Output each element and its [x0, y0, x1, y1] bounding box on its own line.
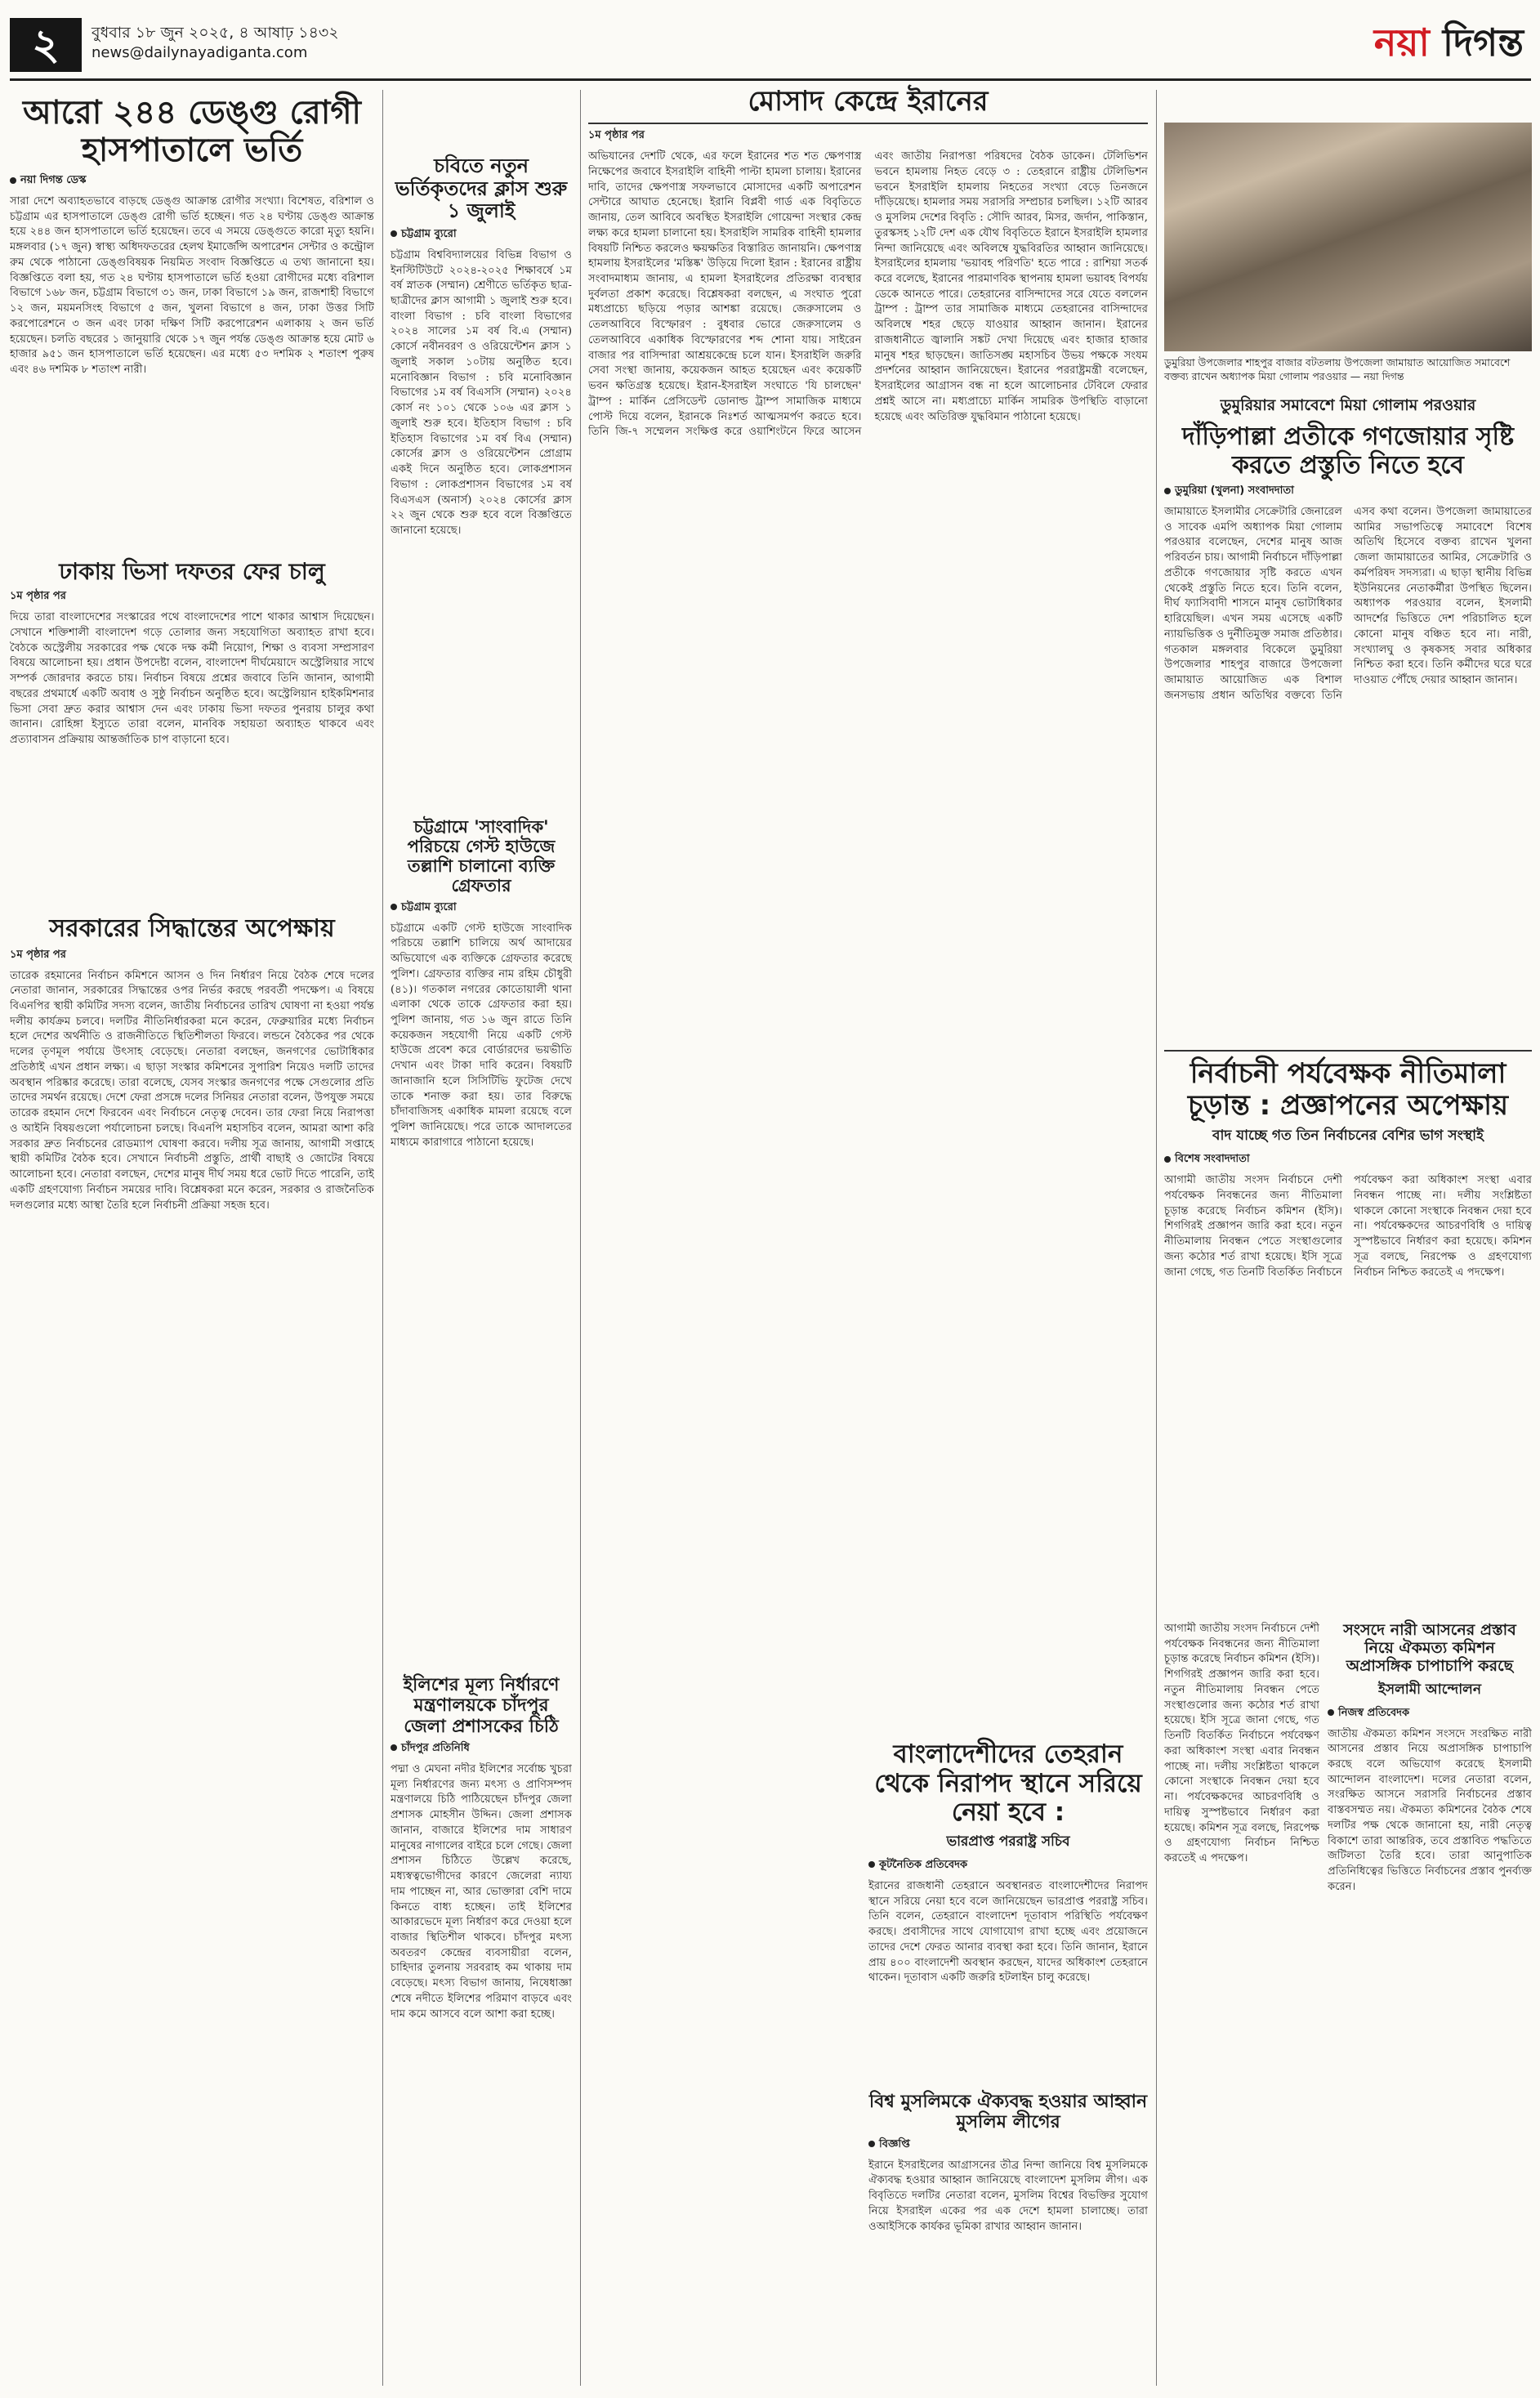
body-text: পদ্মা ও মেঘনা নদীর ইলিশের সর্বোচ্চ খুচরা মূল্য নির্ধারণের জন্য মৎস্য ও প্রাণিসম্পদ মন্ত্রণালয়ে চিঠি পাঠিয়েছেন চাঁদপুর জেলা প্রশাসক মোহসীন উদ্দিন। জেলা প্রশাসক জানান, বাজারে ইলিশের দাম সাধারণ মানুষের নাগালের বাইরে চলে গেছে। জেলা প্রশাসন চিঠিতে উল্লেখ করেছে, মধ্যস্বত্বভোগীদের কারণে জেলেরা ন্যায্য দাম পাচ্ছেন না, আর ভোক্তারা বেশি দামে কিনতে বাধ্য হচ্ছেন। তাই ইলিশের আকারভেদে মূল্য নির্ধারণ করে দেওয়া হলে বাজার স্থিতিশীল থাকবে। চাঁদপুর মৎস্য অবতরণ কেন্দ্রের ব্যবসায়ীরা বলেন, চাহিদার তুলনায় সরবরাহ কম থাকায় দাম বেড়েছে। মৎস্য বিভাগ জানায়, নিষেধাজ্ঞা শেষে নদীতে ইলিশের পরিমাণ বাড়বে এবং দাম কমে আসবে বলে আশা করা হচ্ছে। — [391, 1762, 572, 2021]
article-observer-policy-continued — [1164, 1622, 1319, 2316]
article-govt-decision — [10, 915, 374, 2382]
headline: ইলিশের মূল্য নির্ধারণে মন্ত্রণালয়কে চাঁদপুর জেলা প্রশাসকের চিঠি — [403, 1675, 560, 1737]
jump-label: ১ম পৃষ্ঠার পর — [10, 948, 66, 961]
body-text: তারেক রহমানের নির্বাচন কমিশনে আসন ও দিন নির্ধারণ নিয়ে বৈঠক শেষে দলের নেতারা জানান, সরকারের সিদ্ধান্তের ওপর নির্ভর করছে পরবর্তী পদক্ষেপ। এ বিষয়ে বিএনপির স্থায়ী কমিটির সদস্য বলেন, জাতীয় নির্বাচনের তারিখ ঘোষণা না হওয়া পর্যন্ত দলীয় কার্যক্রম চলবে। দলটির নীতিনির্ধারকরা মনে করেন, ফেব্রুয়ারির মধ্যে নির্বাচন হলে দেশের অর্থনীতি ও রাজনীতিতে স্থিতিশীলতা ফিরবে। লন্ডনে বৈঠকের পর থেকে দলের তৃণমূল পর্যায়ে উৎসাহ বেড়েছে। নেতারা বলছেন, জনগণের ভোটাধিকার প্রতিষ্ঠাই এখন প্রধান লক্ষ্য। এ ছাড়া সংস্কার কমিশনের সুপারিশ নিয়েও দলটি তাদের অবস্থান পরিষ্কার করেছে। তারা বলেছে, যেসব সংস্কার জনগণের পক্ষে সেগুলোর প্রতি তাদের সমর্থন রয়েছে। দেশে ফেরা প্রসঙ্গে দলের সিনিয়র নেতারা বলেন, উপযুক্ত সময়ে তারেক রহমান দেশে ফিরবেন এবং নির্বাচনে নেতৃত্ব দেবেন। তার ফেরা নিয়ে নিরাপত্তা ও আইনি বিষয়গুলো পর্যালোচনা চলছে। বিএনপি মহাসচিব বলেন, আমরা আশা করি সরকার দ্রুত নির্বাচনের রোডম্যাপ ঘোষণা করবে। দলীয় সূত্র জানায়, আগামী সপ্তাহে স্থায়ী কমিটির বৈঠক হবে। সেখানে নির্বাচনী প্রস্তুতি, প্রার্থী বাছাই ও জোটের বিষয়ে আলোচনা হবে। নেতারা বলছেন, দেশের মানুষ দীর্ঘ সময় ধরে ভোট দিতে পারেনি, তাই একটি গ্রহণযোগ্য নির্বাচন সময়ের দাবি। বিশ্লেষকরা মনে করেন, সরকার ও রাজনৈতিক দলগুলোর মধ্যে আস্থা তৈরি হলে নির্বাচনী প্রক্রিয়া সহজ হবে। — [10, 969, 374, 1212]
byline: নয়া দিগন্ত ডেস্ক — [10, 172, 374, 190]
headline: চট্টগ্রামে 'সাংবাদিক' পরিচয়ে গেস্ট হাউজে তল্লাশি চালানো ব্যক্তি গ্রেফতার — [407, 817, 556, 896]
body-text: আগামী জাতীয় সংসদ নির্বাচনে দেশী পর্যবেক্ষক নিবন্ধনের জন্য নীতিমালা চূড়ান্ত করেছে নির্বাচন কমিশন (ইসি)। শিগগিরই প্রজ্ঞাপন জারি করা হবে। নতুন নীতিমালায় নিবন্ধন পেতে সংস্থাগুলোর জন্য কঠোর শর্ত রাখা হয়েছে। ইসি সূত্রে জানা গেছে, গত তিনটি বিতর্কিত নির্বাচনে পর্যবেক্ষণ করা অধিকাংশ সংস্থা এবার নিবন্ধন পাচ্ছে না। দলীয় সংশ্লিষ্টতা থাকলে কোনো সংস্থাকে নিবন্ধন দেয়া হবে না। পর্যবেক্ষকদের আচরণবিধি ও দায়িত্ব সুস্পষ্টভাবে নির্ধারণ করা হয়েছে। কমিশন সূত্র বলছে, নিরপেক্ষ ও গ্রহণযোগ্য নির্বাচন নিশ্চিত করতেই এ পদক্ষেপ। — [1164, 1174, 1532, 1279]
logo-part1: নয়া — [1373, 20, 1430, 65]
headline: সরকারের সিদ্ধান্তের অপেক্ষায় — [49, 914, 335, 943]
body-text: জামায়াতে ইসলামীর সেক্রেটারি জেনারেল ও সাবেক এমপি অধ্যাপক মিয়া গোলাম পরওয়ার বলেছেন, দেশের মানুষ আজ পরিবর্তন চায়। আগামী নির্বাচনে দাঁড়িপাল্লা প্রতীকে গণজোয়ার সৃষ্টি করতে এখন থেকেই প্রস্তুতি নিতে হবে। তিনি বলেন, দীর্ঘ ফ্যাসিবাদী শাসনে মানুষ ভোটাধিকার হারিয়েছিল। এখন সময় এসেছে একটি ন্যায়ভিত্তিক ও দুর্নীতিমুক্ত সমাজ প্রতিষ্ঠার। গতকাল মঙ্গলবার বিকেলে ডুমুরিয়া উপজেলার শাহপুর বাজারে উপজেলা জামায়াত আয়োজিত এক বিশাল জনসভায় প্রধান অতিথির বক্তব্যে তিনি এসব কথা বলেন। উপজেলা জামায়াতের আমির সভাপতিত্বে সমাবেশে বিশেষ অতিথি হিসেবে বক্তব্য রাখেন খুলনা জেলা জামায়াতের আমির, সেক্রেটারি ও কর্মপরিষদ সদস্যরা। এ ছাড়া স্থানীয় বিভিন্ন ইউনিয়নের নেতাকর্মীরা উপস্থিত ছিলেন। অধ্যাপক পরওয়ার বলেন, ইসলামী আদর্শের ভিত্তিতে দেশ পরিচালিত হলে কোনো মানুষ বঞ্চিত হবে না। নারী, সংখ্যালঘু ও কৃষকসহ সবার অধিকার নিশ্চিত করা হবে। তিনি কর্মীদের ঘরে ঘরে দাওয়াত পৌঁছে দেয়ার আহ্বান জানান। — [1164, 506, 1532, 702]
jump-label: ১ম পৃষ্ঠার পর — [588, 129, 645, 142]
byline: ডুমুরিয়া (খুলনা) সংবাদদাতা — [1164, 483, 1532, 500]
headline: চবিতে নতুন ভর্তিকৃতদের ক্লাস শুরু ১ জুলাই — [395, 154, 568, 223]
article-women-seats — [1328, 1622, 1532, 2258]
column-rule — [382, 90, 383, 2386]
headline-attribution: ভারপ্রাপ্ত পররাষ্ট্র সচিব — [946, 1833, 1070, 1850]
photo-credit: নয়া দিগন্ত — [1364, 369, 1404, 382]
article-observer-policy — [1164, 1058, 1532, 1631]
byline: কূটনৈতিক প্রতিবেদক — [868, 1857, 1148, 1874]
header-rule — [10, 78, 1531, 81]
headline: দাঁড়িপাল্লা প্রতীকে গণজোয়ার সৃষ্টি করতে প্রস্তুতি নিতে হবে — [1181, 422, 1515, 480]
body-text: চট্টগ্রামে একটি গেস্ট হাউজে সাংবাদিক পরিচয়ে তল্লাশি চালিয়ে অর্থ আদায়ের অভিযোগে এক ব্যক্তিকে গ্রেফতার করেছে পুলিশ। গ্রেফতার ব্যক্তির নাম রহিম চৌধুরী (৪১)। গতকাল নগরের কোতোয়ালী থানা এলাকা থেকে তাকে গ্রেফতার করা হয়। পুলিশ জানায়, গত ১৬ জুন রাতে তিনি কয়েকজন সহযোগী নিয়ে একটি গেস্ট হাউজে প্রবেশ করে বোর্ডারদের ভয়ভীতি দেখান এবং টাকা দাবি করেন। বিষয়টি জানাজানি হলে সিসিটিভি ফুটেজ দেখে তাকে শনাক্ত করা হয়। তার বিরুদ্ধে চাঁদাবাজিসহ একাধিক মামলা রয়েছে বলে পুলিশ জানিয়েছে। পরে তাকে আদালতের মাধ্যমে কারাগারে পাঠানো হয়েছে। — [391, 922, 572, 1149]
masthead-logo — [1374, 15, 1524, 77]
section-rule — [1164, 1050, 1532, 1052]
headline-line3: অপ্রাসঙ্গিক চাপাচাপি করছে — [1346, 1656, 1514, 1675]
article-cu-class — [391, 155, 572, 857]
photo-caption: ডুমুরিয়া উপজেলার শাহপুর বাজার বটতলায় উপজেলা জামায়াত আয়োজিত সমাবেশে বক্তব্য রাখেন অধ্যাপক মিয়া গোলাম পরওয়ার — নয়া দিগন্ত — [1164, 356, 1511, 382]
body-text: সারা দেশে অব্যাহতভাবে বাড়ছে ডেঙ্গু আক্রান্ত রোগীর সংখ্যা। বিশেষত, বরিশাল ও চট্টগ্রাম এর হাসপাতালে ডেঙ্গু রোগী ভর্তি হচ্ছেন। গত ২৪ ঘণ্টায় ডেঙ্গু আক্রান্ত হয়ে ২৪৪ জন হাসপাতালে ভর্তি হয়েছেন। তবে এ সময়ে ডেঙ্গুতে কারো মৃত্যু হয়নি। মঙ্গলবার (১৭ জুন) স্বাস্থ্য অধিদফতরের হেলথ ইমার্জেন্সি অপারেশন সেন্টার ও কন্ট্রোল রুম থেকে পাঠানো ডেঙ্গুবিষয়ক নিয়মিত সংবাদ বিজ্ঞপ্তিতে এ তথ্য জানানো হয়। বিজ্ঞপ্তিতে বলা হয়, গত ২৪ ঘণ্টায় হাসপাতালে ভর্তি হওয়া রোগীদের মধ্যে বরিশাল বিভাগে ১৬৮ জন, চট্টগ্রাম বিভাগে ৩১ জন, ঢাকা বিভাগে ১৯ জন, রাজশাহী বিভাগে ১২ জন, ময়মনসিংহ বিভাগে ৫ জন, খুলনা বিভাগে ৪ জন, ঢাকা উত্তর সিটি করপোরেশনে ৩ জন এবং ঢাকা দক্ষিণ সিটি করপোরেশন এলাকায় ২ জন ভর্তি হয়েছেন। চলতি বছরের ১ জানুয়ারি থেকে ১৭ জুন পর্যন্ত ডেঙ্গু আক্রান্ত হয়ে মোট ৬ হাজার ৯৫১ জন হাসপাতালে ভর্তি হয়েছেন। এর মধ্যে ৫৩ দশমিক ২ শতাংশ পুরুষ এবং ৪৬ দশমিক ৮ শতাংশ নারী। — [10, 195, 374, 377]
headline-line1: সংসদে নারী আসনের প্রস্তাব — [1343, 1621, 1516, 1639]
article-bangladeshis-tehran — [868, 1740, 1148, 2083]
byline: চাঁদপুর প্রতিনিধি — [391, 1740, 572, 1757]
headline-line2: চূড়ান্ত : প্রজ্ঞাপনের অপেক্ষায় — [1187, 1089, 1509, 1123]
body-text: জাতীয় ঐকমত্য কমিশন সংসদে সংরক্ষিত নারী আসনের প্রস্তাব নিয়ে অপ্রাসঙ্গিক চাপাচাপি করছে বলে অভিযোগ করেছে ইসলামী আন্দোলন বাংলাদেশ। দলের নেতারা বলেন, সংরক্ষিত আসনে সরাসরি নির্বাচনের প্রস্তাব বাস্তবসম্মত নয়। ঐকমত্য কমিশনের বৈঠক শেষে দলটির পক্ষ থেকে জানানো হয়, নারী নেতৃত্ব বিকাশে তারা আন্তরিক, তবে প্রস্তাবিত পদ্ধতিতে জটিলতা তৈরি হবে। তারা আনুপাতিক প্রতিনিধিত্বের ভিত্তিতে নির্বাচনের প্রস্তাব পুনর্ব্যক্ত করেন। — [1328, 1727, 1532, 1893]
logo-part2: দিগন্ত — [1442, 20, 1524, 65]
page-number: ২ — [10, 18, 82, 72]
issue-date: বুধবার ১৮ জুন ২০২৫, ৪ আষাঢ় ১৪৩২ — [92, 24, 339, 42]
headline: বাংলাদেশীদের তেহরান থেকে নিরাপদ স্থানে সরিয়ে নেয়া হবে : — [874, 1739, 1142, 1828]
body-text: অভিযানের দেশটি থেকে, এর ফলে ইরানের শত শত ক্ষেপণাস্ত্র নিক্ষেপের জবাবে ইসরাইলি বাহিনী পাল্টা হামলা চালায়। ইরানের দাবি, তাদের ক্ষেপণাস্ত্র সফলভাবে মোসাদের একটি অপারেশন সেন্টারে আঘাত হেনেছে। ইরানি বিপ্লবী গার্ড এক বিবৃতিতে জানায়, তেল আবিবে অবস্থিত ইসরাইলি গোয়েন্দা সংস্থার কেন্দ্র লক্ষ্য করে হামলা চালানো হয়। ইসরাইলি সামরিক বাহিনী হামলার বিষয়টি নিশ্চিত করলেও ক্ষয়ক্ষতির বিস্তারিত জানায়নি। ক্ষেপণাস্ত্র হামলায় ইসরাইলের 'মস্তিষ্ক' উড়িয়ে দিলো ইরান : ইরানের রাষ্ট্রীয় সংবাদমাধ্যম জানায়, এ হামলা ইসরাইলের প্রতিরক্ষা ব্যবস্থার দুর্বলতা প্রকাশ করেছে। বিশ্লেষকরা বলছেন, এ সংঘাত পুরো মধ্যপ্রাচ্যে ছড়িয়ে পড়ার আশঙ্কা রয়েছে। জেরুসালেম ও তেলআবিবে বিস্ফোরণ : বুধবার ভোরে জেরুসালেম ও তেলআবিবে একাধিক বিস্ফোরণের শব্দ শোনা যায়। সাইরেন বাজার পর বাসিন্দারা আশ্রয়কেন্দ্রে চলে যান। ইসরাইলি জরুরি সেবা সংস্থা জানায়, কয়েকজন আহত হয়েছেন এবং কয়েকটি ভবন ক্ষতিগ্রস্ত হয়েছে। ইরান-ইসরাইল সংঘাতে 'যি চালছেন' ট্রাম্প : মার্কিন প্রেসিডেন্ট ডোনাল্ড ট্রাম্প সামাজিক মাধ্যমে পোস্ট দিয়ে বলেন, ইরানকে নিঃশর্ত আত্মসমর্পণ করতে হবে। তিনি জি-৭ সম্মেলন সংক্ষিপ্ত করে ওয়াশিংটনে ফিরে আসেন এবং জাতীয় নিরাপত্তা পরিষদের বৈঠক ডাকেন। টেলিভিশন ভবনে হামলায় নিহত বেড়ে ৩ : তেহরানে রাষ্ট্রীয় টেলিভিশন ভবনে ইসরাইলি হামলায় নিহতের সংখ্যা বেড়ে তিনজনে দাঁড়িয়েছে। হামলার সময় সরাসরি সম্প্রচার চলছিল। ১২টি আরব ও মুসলিম দেশের বিবৃতি : সৌদি আরব, মিসর, জর্দান, পাকিস্তান, তুরস্কসহ ১২টি দেশ এক যৌথ বিবৃতিতে ইরানে ইসরাইলি হামলার নিন্দা জানিয়েছে এবং অবিলম্বে যুদ্ধবিরতির আহ্বান জানিয়েছে। ইসরাইলের হামলায় 'ভয়াবহ পরিণতি' হতে পারে : রাশিয়া সতর্ক করে বলেছে, ইরানের পারমাণবিক স্থাপনায় হামলা ভয়াবহ বিপর্যয় ডেকে আনতে পারে। তেহরানের বাসিন্দাদের সরে যেতে বললেন ট্রাম্প : ট্রাম্প তার সামাজিক মাধ্যমে তেহরানের বাসিন্দাদের অবিলম্বে শহর ছেড়ে যাওয়ার আহ্বান জানান। ইরানের রাজধানীতে জ্বালানি সঙ্কট দেখা দিয়েছে এবং হাজার হাজার মানুষ শহর ছাড়ছেন। জাতিসঙ্ঘ মহাসচিব উভয় পক্ষকে সংযম প্রদর্শনের আহ্বান জানিয়েছেন। ইরানের পররাষ্ট্রমন্ত্রী বলেছেন, ইসরাইলের আগ্রাসন বন্ধ না হলে আলোচনার টেবিলে ফেরার প্রশ্নই আসে না। মধ্যপ্রাচ্যে মার্কিন সামরিক উপস্থিতি বাড়ানো হয়েছে এবং অতিরিক্ত যুদ্ধবিমান পাঠানো হয়েছে। — [588, 150, 1148, 439]
body-text: দিয়ে তারা বাংলাদেশের সংস্কারের পথে বাংলাদেশের পাশে থাকার আশ্বাস দিয়েছেন। সেখানে শক্তিশালী বাংলাদেশ গড়ে তোলার জন্য সহযোগিতা অব্যাহত রাখা হবে। বৈঠকে অস্ট্রেলীয় সরকারের পক্ষ থেকে দক্ষ কর্মী নিয়োগ, শিক্ষা ও ব্যবসা সম্প্রসারণ বিষয়ে আলোচনা হয়। প্রধান উপদেষ্টা বলেন, বাংলাদেশ দীর্ঘমেয়াদে অস্ট্রেলিয়ার সাথে সম্পর্ক জোরদার করতে চায়। নির্বাচন বিষয়ে প্রশ্নের জবাবে তিনি জানান, আগামী বছরের প্রথমার্ধে একটি অবাধ ও সুষ্ঠু নির্বাচন অনুষ্ঠিত হবে। অস্ট্রেলিয়ান হাইকমিশনার ভিসা সেবা দ্রুত করার আশ্বাস দেন এবং ঢাকায় ভিসা দফতর পুনরায় চালুর কথা জানান। রোহিঙ্গা ইস্যুতে তারা বলেন, মানবিক সহায়তা অব্যাহত থাকবে এবং প্রত্যাবাসন প্রক্রিয়ায় আন্তর্জাতিক চাপ বাড়ানো হবে। — [10, 611, 374, 747]
byline: চট্টগ্রাম ব্যুরো — [391, 900, 572, 917]
headline-attribution: ইসলামী আন্দোলন — [1378, 1681, 1481, 1698]
article-rally — [1164, 394, 1532, 1069]
column-rule — [1156, 90, 1157, 2386]
byline: বিশেষ সংবাদদাতা — [1164, 1151, 1532, 1168]
headline: বিশ্ব মুসলিমকে ঐক্যবদ্ধ হওয়ার আহ্বান মুসলিম লীগের — [868, 2092, 1148, 2133]
headline-line1: নির্বাচনী পর্যবেক্ষক নীতিমালা — [1190, 1057, 1507, 1090]
article-ctg-arrest — [391, 817, 572, 1796]
headline: মোসাদ কেন্দ্রে ইরানের — [588, 86, 1148, 124]
column-rule — [580, 90, 581, 2386]
body-text: ইরানে ইসরাইলের আগ্রাসনের তীব্র নিন্দা জানিয়ে বিশ্ব মুসলিমকে ঐক্যবদ্ধ হওয়ার আহ্বান জানিয়েছে বাংলাদেশ মুসলিম লীগ। এক বিবৃতিতে দলটির নেতারা বলেন, মুসলিম বিশ্বের বিভক্তির সুযোগ নিয়ে ইসরাইল একের পর এক দেশে হামলা চালাচ্ছে। তারা ওআইসিকে কার্যকর ভূমিকা রাখার আহ্বান জানান। — [868, 2159, 1148, 2233]
headline-line2: নিয়ে ঐকমত্য কমিশন — [1364, 1638, 1495, 1657]
body-text: ইরানের রাজধানী তেহরানে অবস্থানরত বাংলাদেশীদের নিরাপদ স্থানে সরিয়ে নেয়া হবে বলে জানিয়েছেন ভারপ্রাপ্ত পররাষ্ট্র সচিব। তিনি বলেন, তেহরানে বাংলাদেশ দূতাবাস পরিস্থিতি পর্যবেক্ষণ করছে। প্রবাসীদের সাথে যোগাযোগ রাখা হচ্ছে এবং প্রয়োজনে তাদের দেশে ফেরত আনার ব্যবস্থা করা হবে। তিনি জানান, ইরানে প্রায় ৪০০ বাংলাদেশী অবস্থান করছেন, যাদের অধিকাংশ তেহরানে থাকেন। দূতাবাস একটি জরুরি হটলাইন চালু করেছে। — [868, 1879, 1148, 1985]
headline: ঢাকায় ভিসা দফতর ফের চালু — [59, 558, 325, 585]
headline: আরো ২৪৪ ডেঙ্গু রোগী হাসপাতালে ভর্তি — [22, 94, 361, 169]
jump-label: ১ম পৃষ্ঠার পর — [10, 590, 66, 603]
rally-photo — [1164, 123, 1532, 351]
kicker: ডুমুরিয়ার সমাবেশে মিয়া গোলাম পরওয়ার — [1220, 396, 1476, 414]
body-text: আগামী জাতীয় সংসদ নির্বাচনে দেশী পর্যবেক্ষক নিবন্ধনের জন্য নীতিমালা চূড়ান্ত করেছে নির্বাচন কমিশন (ইসি)। শিগগিরই প্রজ্ঞাপন জারি করা হবে। নতুন নীতিমালায় নিবন্ধন পেতে সংস্থাগুলোর জন্য কঠোর শর্ত রাখা হয়েছে। ইসি সূত্রে জানা গেছে, গত তিনটি বিতর্কিত নির্বাচনে পর্যবেক্ষণ করা অধিকাংশ সংস্থা এবার নিবন্ধন পাচ্ছে না। দলীয় সংশ্লিষ্টতা থাকলে কোনো সংস্থাকে নিবন্ধন দেয়া হবে না। পর্যবেক্ষকদের আচরণবিধি ও দায়িত্ব সুস্পষ্টভাবে নির্ধারণ করা হয়েছে। কমিশন সূত্র বলছে, নিরপেক্ষ ও গ্রহণযোগ্য নির্বাচন নিশ্চিত করতেই এ পদক্ষেপ। — [1164, 1623, 1319, 1865]
article-visa — [10, 559, 374, 929]
article-hilsa — [391, 1675, 572, 2342]
article-muslim-league — [868, 2092, 1148, 2371]
byline: নিজস্ব প্রতিবেদক — [1328, 1705, 1532, 1722]
byline: বিজ্ঞপ্তি — [868, 2137, 1148, 2154]
website[interactable]: news@dailynayadiganta.com — [92, 44, 308, 61]
article-dengue — [10, 94, 374, 560]
article-mossad — [588, 86, 1148, 1726]
body-text: চট্টগ্রাম বিশ্ববিদ্যালয়ের বিভিন্ন বিভাগ ও ইনস্টিটিউটে ২০২৪-২০২৫ শিক্ষাবর্ষে ১ম বর্ষ স্নাতক (সম্মান) শ্রেণীতে ভর্তিকৃত ছাত্র-ছাত্রীদের ক্লাস আগামী ১ জুলাই শুরু হবে। বাংলা বিভাগ : চবি বাংলা বিভাগের ২০২৪ সালের ১ম বর্ষ বি.এ (সম্মান) কোর্সে নবীনবরণ ও ওরিয়েন্টেশন ক্লাস ১ জুলাই সকাল ১০টায় অনুষ্ঠিত হবে। মনোবিজ্ঞান বিভাগ : চবি মনোবিজ্ঞান বিভাগের ১ম বর্ষ বিএসসি (সম্মান) ২০২৪ কোর্স নং ১০১ থেকে ১০৬ এর ক্লাস ১ জুলাই শুরু হবে। ইতিহাস বিভাগ : চবি ইতিহাস বিভাগের ১ম বর্ষ বিএ (সম্মান) কোর্সের ক্লাস ও ওরিয়েন্টেশন প্রোগ্রাম একই দিনে অনুষ্ঠিত হবে। লোকপ্রশাসন বিভাগ : লোকপ্রশাসন বিভাগের ১ম বর্ষ বিএসএস (অনার্স) ২০২৪ কোর্সের ক্লাস ২২ জুন থেকে শুরু হবে বলে বিজ্ঞপ্তিতে জানানো হয়েছে। — [391, 248, 572, 537]
byline: চট্টগ্রাম ব্যুরো — [391, 226, 572, 243]
deck: বাদ যাচ্ছে গত তিন নির্বাচনের বেশির ভাগ সংস্থাই — [1212, 1128, 1484, 1145]
